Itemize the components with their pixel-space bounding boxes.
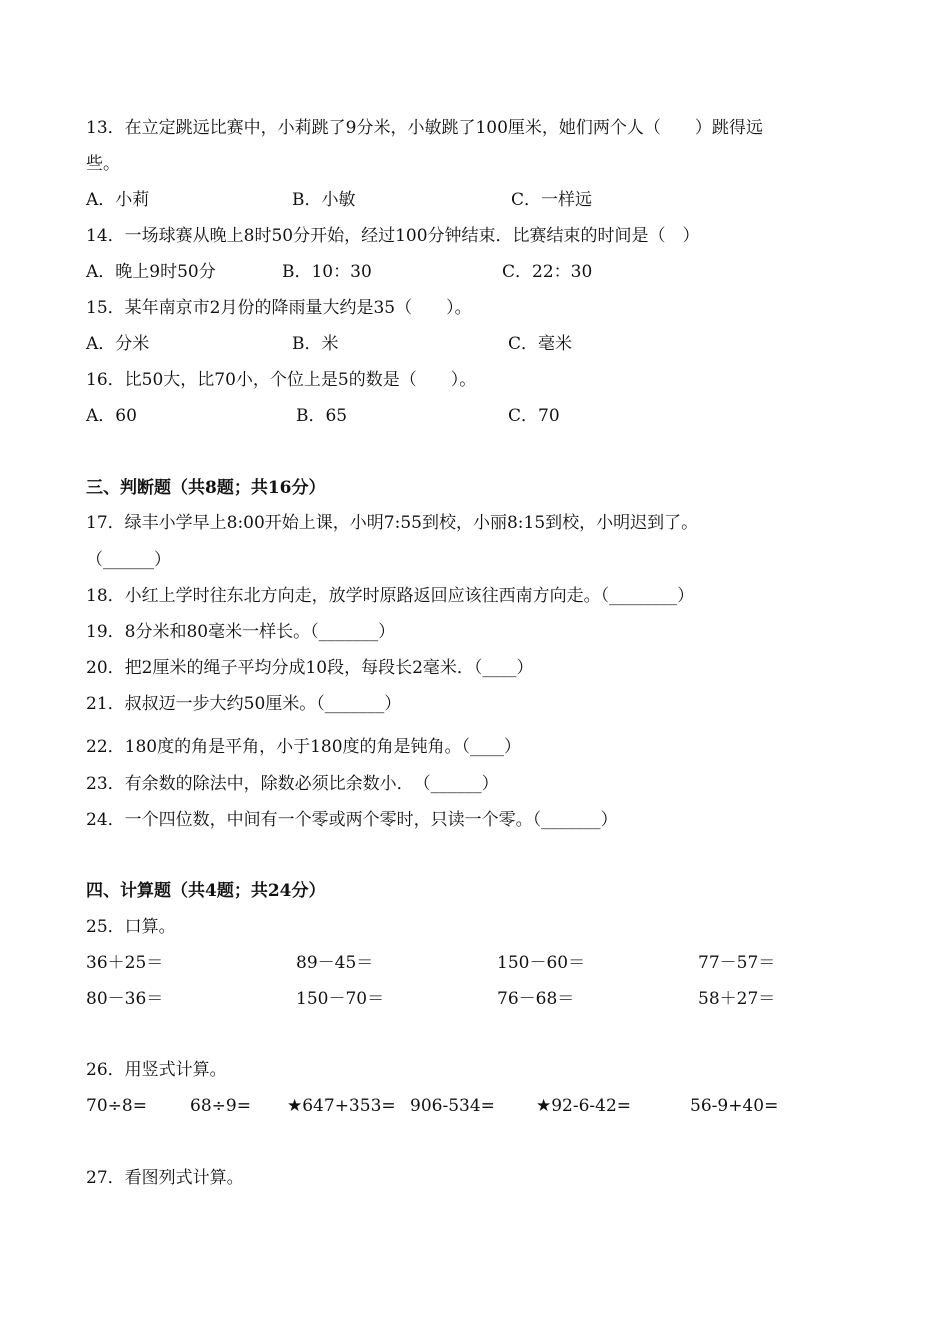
question-21: 21．叔叔迈一步大约50厘米。（_______）: [86, 694, 402, 714]
vertical-calc-item: ★647+353=: [287, 1096, 396, 1116]
q13-option-b: B．小敏: [292, 190, 356, 210]
q14-option-a: A．晚上9时50分: [86, 262, 216, 282]
question-25-title: 25．口算。: [86, 917, 176, 937]
oral-calc-item: 89－45＝: [296, 953, 374, 973]
oral-calc-item: 77－57＝: [698, 953, 776, 973]
oral-calc-item: 80－36＝: [86, 989, 164, 1009]
question-17-line1: 17．绿丰小学早上8:00开始上课，小明7:55到校，小丽8:15到校，小明迟到了。: [86, 513, 699, 533]
question-17-line2: （______）: [86, 550, 171, 570]
question-14: 14．一场球赛从晚上8时50分开始，经过100分钟结束．比赛结束的时间是（ ）: [86, 226, 700, 246]
oral-calc-item: 150－70＝: [296, 989, 385, 1009]
q15-option-a: A．分米: [86, 334, 150, 354]
q13-option-a: A．小莉: [86, 190, 150, 210]
vertical-calc-item: ★92-6-42=: [536, 1096, 632, 1116]
oral-calc-item: 76－68＝: [497, 989, 575, 1009]
section-4-title: 四、计算题（共4题；共24分）: [86, 881, 326, 901]
question-26-title: 26．用竖式计算。: [86, 1060, 227, 1080]
question-24: 24．一个四位数，中间有一个零或两个零时，只读一个零。（_______）: [86, 810, 618, 830]
question-19: 19．8分米和80毫米一样长。（_______）: [86, 622, 396, 642]
q16-option-c: C．70: [508, 406, 560, 426]
q14-option-b: B．10：30: [282, 262, 372, 282]
section-3-title: 三、判断题（共8题；共16分）: [86, 478, 326, 498]
q16-option-a: A．60: [86, 406, 137, 426]
vertical-calc-item: 70÷8=: [86, 1096, 147, 1116]
vertical-calc-item: 68÷9=: [190, 1096, 251, 1116]
vertical-calc-item: 906-534=: [410, 1096, 495, 1116]
question-13-line1: 13．在立定跳远比赛中，小莉跳了9分米，小敏跳了100厘米，她们两个人（ ）跳得远: [86, 118, 763, 138]
q14-option-c: C．22：30: [502, 262, 593, 282]
question-23: 23．有余数的除法中，除数必须比余数小． （______）: [86, 774, 499, 794]
question-15: 15．某年南京市2月份的降雨量大约是35（ ）。: [86, 298, 472, 318]
oral-calc-item: 58＋27＝: [698, 989, 776, 1009]
q15-option-b: B．米: [292, 334, 339, 354]
oral-calc-item: 150－60＝: [497, 953, 586, 973]
question-22: 22．180度的角是平角，小于180度的角是钝角。（____）: [86, 737, 522, 757]
question-16: 16．比50大，比70小，个位上是5的数是（ ）。: [86, 370, 477, 390]
vertical-calc-item: 56-9+40=: [690, 1096, 779, 1116]
q15-option-c: C．毫米: [508, 334, 573, 354]
question-27-title: 27．看图列式计算。: [86, 1168, 244, 1188]
q13-option-c: C．一样远: [511, 190, 593, 210]
oral-calc-item: 36＋25＝: [86, 953, 164, 973]
question-20: 20．把2厘米的绳子平均分成10段，每段长2毫米．（____）: [86, 658, 534, 678]
question-18: 18．小红上学时往东北方向走，放学时原路返回应该往西南方向走。（________）: [86, 586, 695, 606]
question-13-line2: 些。: [86, 154, 120, 174]
q16-option-b: B．65: [296, 406, 348, 426]
